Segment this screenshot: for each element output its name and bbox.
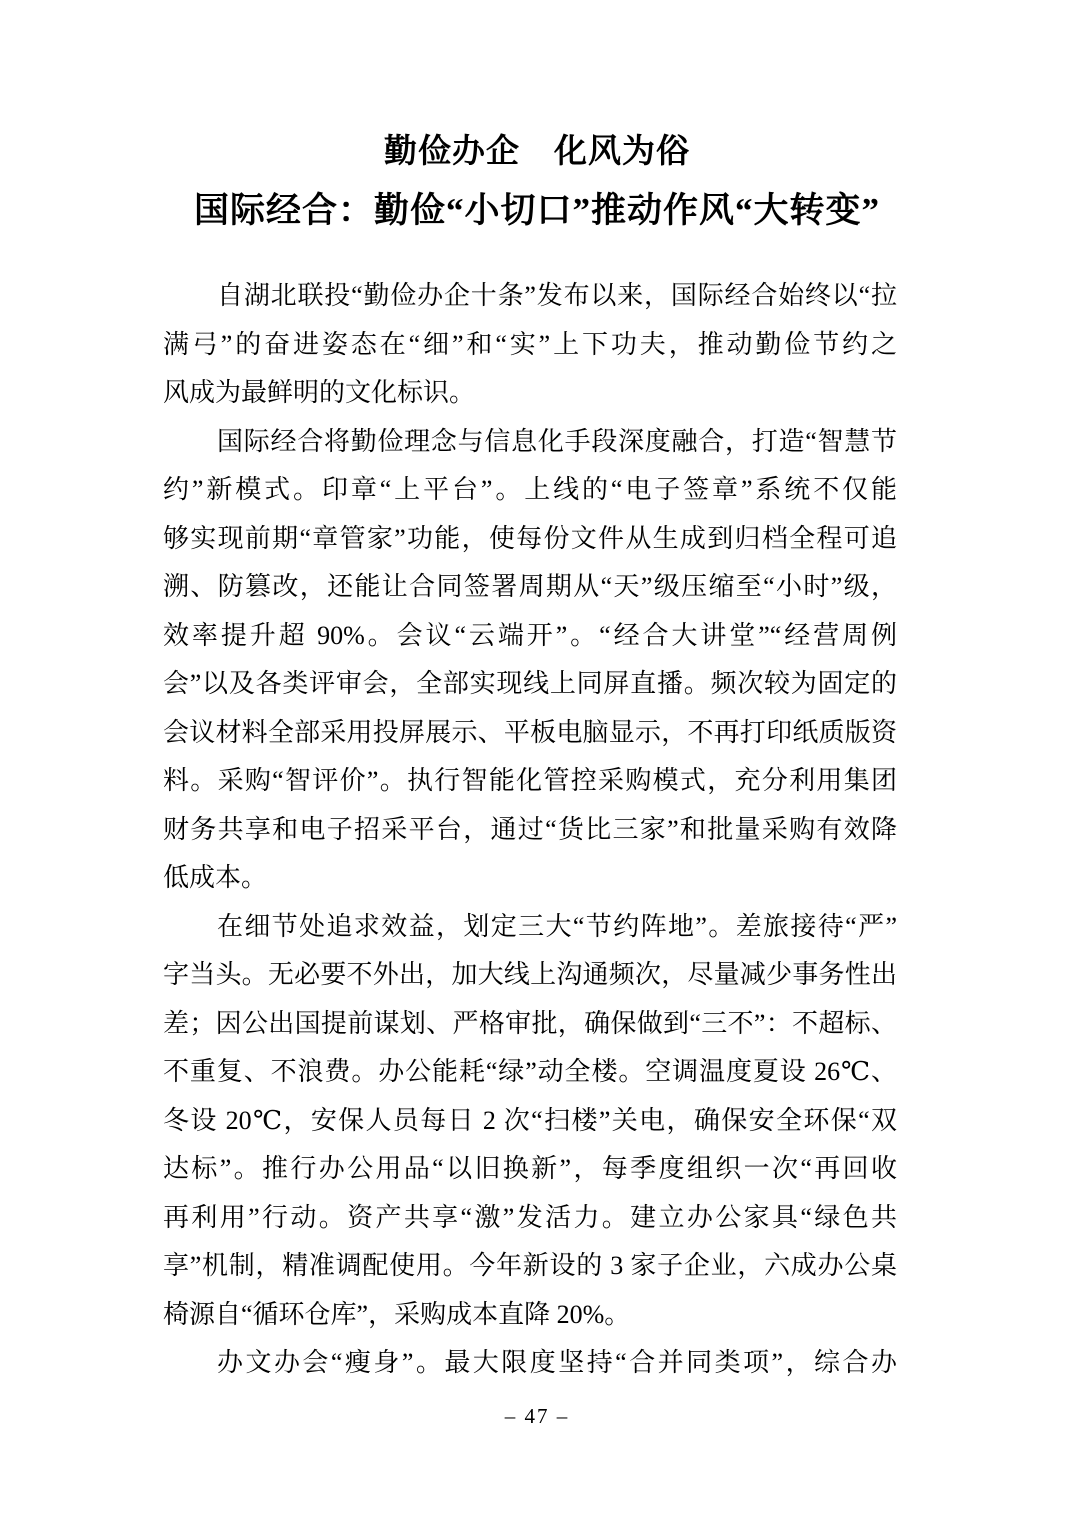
page-footer xyxy=(0,1402,1074,1430)
text-line: 再利用”行动。资产共享“激”发活力。建立办公家具“绿色共 xyxy=(163,1202,897,1232)
text-line: 差；因公出国提前谋划、严格审批，确保做到“三不”：不超标、 xyxy=(163,1008,897,1038)
text-line: 够实现前期“章管家”功能，使每份文件从生成到归档全程可追 xyxy=(163,523,897,553)
text-line: 效率提升超 90%。会议“云端开”。“经合大讲堂”“经营周例 xyxy=(163,620,897,650)
text-line: 冬设 20℃，安保人员每日 2 次“扫楼”关电，确保安全环保“双 xyxy=(163,1105,897,1135)
text-line: 办文办会“瘦身”。最大限度坚持“合并同类项”，综合办 xyxy=(217,1348,897,1377)
paragraph xyxy=(163,418,897,903)
document-body xyxy=(163,272,897,1388)
text-line: 不重复、不浪费。办公能耗“绿”动全楼。空调温度夏设 26℃、 xyxy=(163,1057,897,1086)
text-line: 满弓”的奋进姿态在“细”和“实”上下功夫，推动勤俭节约之 xyxy=(163,329,897,359)
doc-subtitle: 国际经合：勤俭“小切口”推动作风“大转变” xyxy=(193,191,880,230)
text-line: 低成本。 xyxy=(163,863,268,892)
text-line: 享”机制，精准调配使用。今年新设的 3 家子企业，六成办公桌 xyxy=(163,1251,897,1280)
text-line: 达标”。推行办公用品“以旧换新”，每季度组织一次“再回收 xyxy=(163,1154,897,1183)
text-line: 椅源自“循环仓库”，采购成本直降 20%。 xyxy=(163,1299,631,1329)
paragraph xyxy=(163,272,897,418)
text-line: 财务共享和电子招采平台，通过“货比三家”和批量采购有效降 xyxy=(163,814,897,844)
text-line: 字当头。无必要不外出，加大线上沟通频次，尽量减少事务性出 xyxy=(163,960,897,989)
text-line: 会”以及各类评审会，全部实现线上同屏直播。频次较为固定的 xyxy=(163,669,897,698)
text-line: 在细节处追求效益，划定三大“节约阵地”。差旅接待“严” xyxy=(217,911,897,941)
text-line: 约”新模式。印章“上平台”。上线的“电子签章”系统不仅能 xyxy=(163,475,897,504)
text-line: 溯、防篡改，还能让合同签署周期从“天”级压缩至“小时”级， xyxy=(163,572,897,601)
text-line: 国际经合将勤俭理念与信息化手段深度融合，打造“智慧节 xyxy=(217,426,897,456)
doc-title: 勤俭办企 化风为俗 xyxy=(384,134,690,170)
paragraph xyxy=(163,1339,897,1388)
text-line: 料。采购“智评价”。执行智能化管控采购模式，充分利用集团 xyxy=(163,766,897,795)
text-line: 会议材料全部采用投屏展示、平板电脑显示，不再打印纸质版资 xyxy=(163,717,897,747)
text-line: 自湖北联投“勤俭办企十条”发布以来，国际经合始终以“拉 xyxy=(217,281,897,310)
paragraph xyxy=(163,903,897,1340)
text-line: 风成为最鲜明的文化标识。 xyxy=(163,378,476,407)
page-number: – 47 – xyxy=(504,1404,570,1428)
